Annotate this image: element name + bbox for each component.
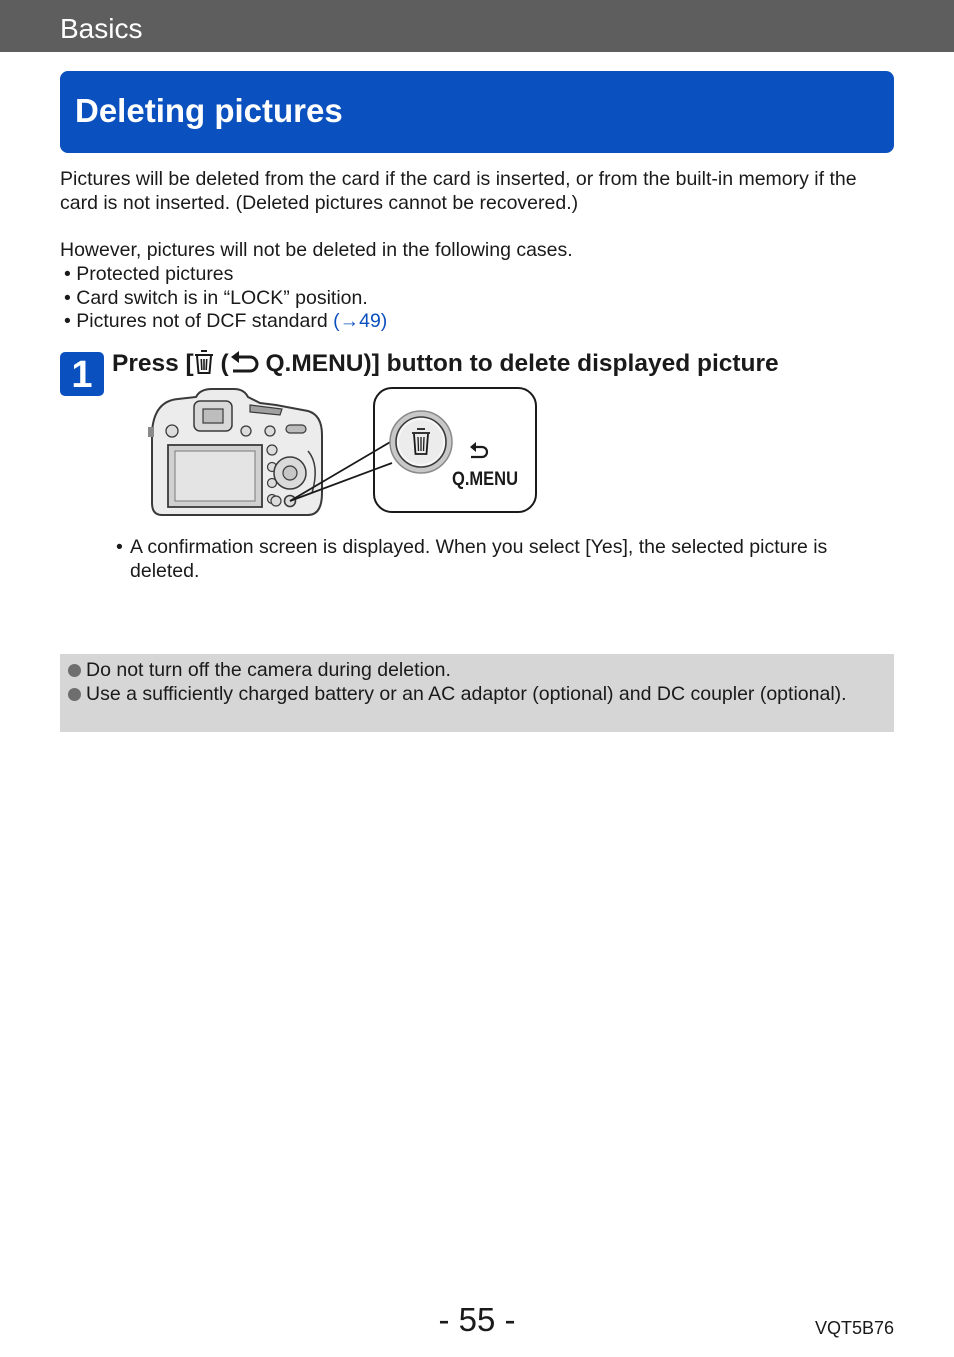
case-item: • Protected pictures [64, 263, 234, 285]
bullet-marker: • [116, 536, 123, 558]
bullet-dot-icon [68, 664, 81, 677]
case-item-dcf [64, 309, 387, 333]
page-reference-link[interactable]: (→49) [333, 310, 388, 332]
caution-text: Do not turn off the camera during deletion. [86, 659, 451, 681]
case-item-text: • Pictures not of DCF standard [64, 310, 328, 332]
step-title-paren: ( [213, 350, 229, 377]
step-note [116, 535, 892, 583]
caution-text: Use a sufficiently charged battery or an AC adaptor (optional) and DC coupler (optional). [86, 683, 847, 705]
intro-paragraph: Pictures will be deleted from the card if the card is inserted, or from the built-in memory if the card is not inserted. (Deleted pictures cannot be recovered.) [60, 168, 857, 214]
case-item: • Card switch is in “LOCK” position. [64, 287, 368, 309]
qmenu-label: Q.MENU [452, 469, 518, 490]
trash-icon [194, 349, 214, 383]
bullet-dot-icon [68, 688, 81, 701]
step-number-badge: 1 [60, 352, 104, 396]
step-note-text: A confirmation screen is displayed. When you select [Yes], the selected picture is deleted. [130, 536, 828, 582]
title-band [60, 71, 894, 153]
step-title [112, 349, 779, 383]
step-title-prefix: Press [ [112, 350, 194, 377]
page-number: - 55 - [438, 1301, 516, 1338]
caution-item [68, 658, 888, 682]
caution-box [60, 654, 894, 732]
return-arrow-icon [229, 351, 259, 383]
document-code: VQT5B76 [814, 1318, 894, 1338]
step-title-suffix: Q.MENU)] button to delete displayed picture [258, 350, 779, 377]
caution-item [68, 682, 888, 706]
exceptions-intro: However, pictures will not be deleted in the following cases. [60, 239, 573, 261]
top-bar [0, 0, 954, 52]
camera-illustration [148, 385, 540, 520]
section-label: Basics [60, 13, 143, 44]
page-title: Deleting pictures [75, 92, 343, 129]
